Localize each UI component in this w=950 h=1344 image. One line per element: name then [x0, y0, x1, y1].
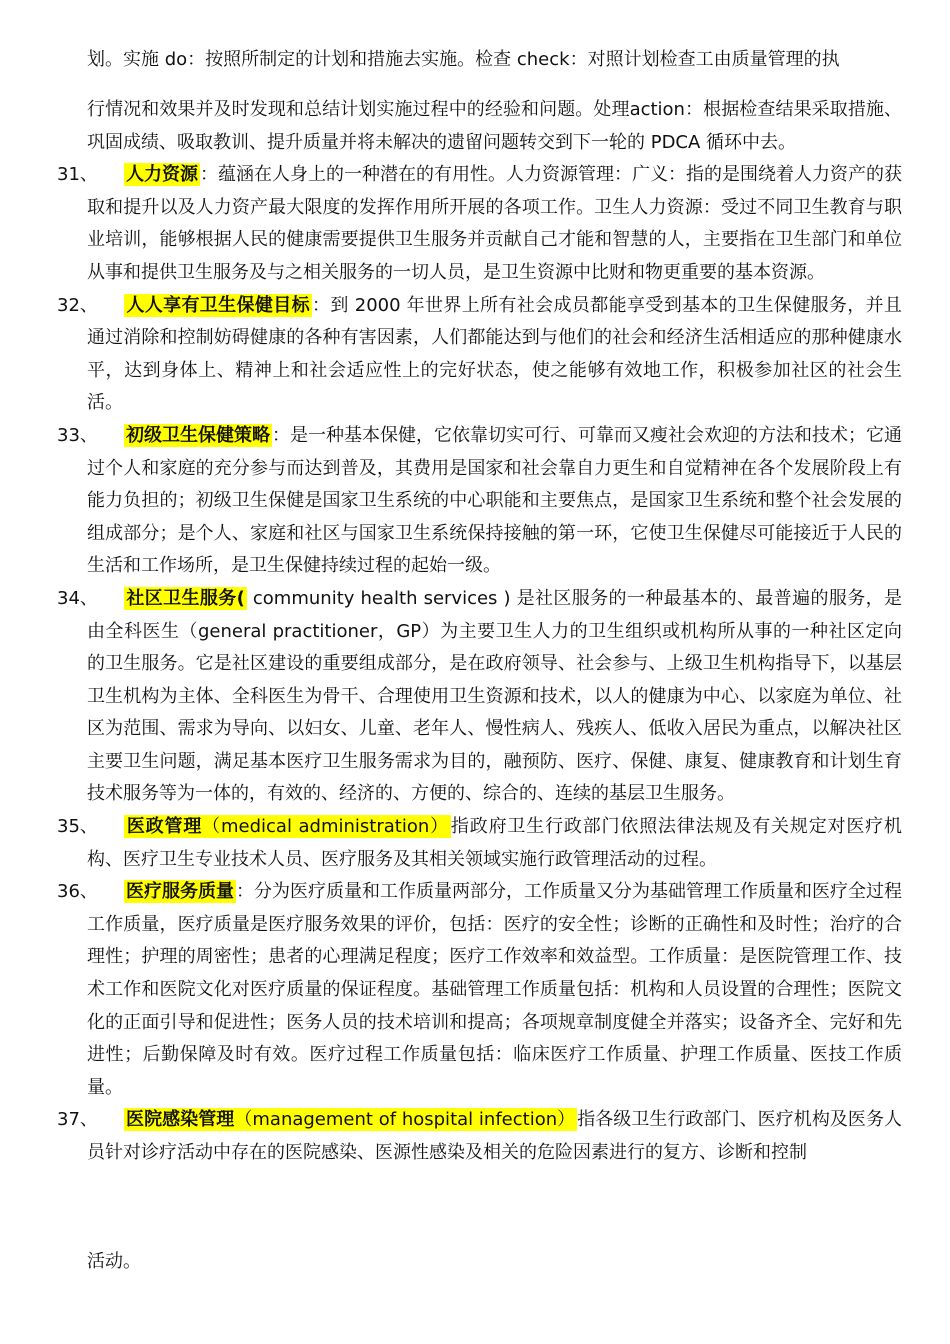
entry-text: 指各级卫生行政部门、医疗机构及医务人员针对诊疗活动中存在的医院感染、医源性感染及相关的危险因素进行的复方、诊断和控制: [87, 1109, 903, 1163]
entry-34: [57, 583, 902, 811]
entry-text: ：到 2000 年世界上所有社会成员都能享受到基本的卫生保健服务，并且通过消除和控制妨碍健康的各种有害因素，人们都能达到与他们的社会和经济生活相适应的那种健康水平，达到身体上、精神上和社会适应性上的完好状态，使之能够有效地工作，积极参加社区的社会生活。: [87, 294, 903, 414]
highlighted-term: 医疗服务质量: [126, 881, 234, 903]
bottom-cutoff-line: 活动。: [87, 1251, 141, 1272]
term-english: （medical administration）: [202, 816, 449, 838]
highlighted-term: 医政管理（medical administration）: [126, 816, 449, 838]
highlighted-term: 社区卫生服务(: [126, 587, 245, 609]
entry-36: [57, 876, 902, 1104]
entry-text: ：分为医疗质量和工作质量两部分，工作质量又分为基础管理工作质量和医疗全过程工作质量，医疗质量是医疗服务效果的评价，包括：医疗的安全性；诊断的正确性和及时性；治疗的合理性；护理的周密性；患者的心理满足程度；医疗工作效率和效益型。工作质量：是医院管理工作、技术工作和医院文化对医疗质量的保证程度。基础管理工作质量包括：机构和人员设置的合理性；医院文化的正面引导和促进性；医务人员的技术培训和提高；各项规章制度健全并落实；设备齐全、完好和先进性；后勤保障及时有效。医疗过程工作质量包括：临床医疗工作质量、护理工作质量、医技工作质量。: [87, 881, 902, 1098]
document-body: [57, 94, 903, 1170]
highlighted-term: 人人享有卫生保健目标: [126, 294, 310, 316]
entry-37: [57, 1104, 903, 1169]
highlighted-term: 医院感染管理（management of hospital infection）: [126, 1109, 576, 1131]
entry-number: 32、: [57, 294, 98, 316]
entry-number: 31、: [57, 164, 98, 186]
term-english: （management of hospital infection）: [234, 1109, 576, 1131]
entry-number: 34、: [57, 587, 98, 609]
entry-number: 37、: [57, 1109, 98, 1131]
entry-text: community health services ) 是社区服务的一种最基本的、最普遍的服务，是由全科医生（general practitioner，GP）为主要卫生人力的卫生组织或机构所从事的一种社区定向的卫生服务。它是社区建设的重要组成部分，是在政府领导、社会参与、上级卫生机构指导下，以基层卫生机构为主体、全科医生为骨干、合理使用卫生资源和技术，以人的健康为中心、以家庭为单位、社区为范围、需求为导向、以妇女、儿童、老年人、慢性病人、残疾人、低收入居民为重点，以解决社区主要卫生问题，满足基本医疗卫生服务需求为目的，融预防、医疗、保健、康复、健康教育和计划生育技术服务等为一体的，有效的、经济的、方便的、综合的、连续的基层卫生服务。: [87, 587, 902, 805]
highlighted-term: 人力资源: [126, 164, 198, 186]
highlighted-term: 初级卫生保健策略: [126, 424, 270, 446]
top-cutoff-line: 划。实施 do：按照所制定的计划和措施去实施。检查 check：对照计划检查工由质量管理的执: [87, 49, 840, 70]
entry-35: [57, 811, 903, 876]
entry-33: [57, 420, 902, 583]
entry-number: 35、: [57, 816, 98, 838]
entry-text: ：是一种基本保健，它依靠切实可行、可靠而又瘦社会欢迎的方法和技术；它通过个人和家庭的充分参与而达到普及，其费用是国家和社会靠自力更生和自觉精神在各个发展阶段上有能力负担的；初级卫生保健是国家卫生系统的中心职能和主要焦点，是国家卫生系统和整个社会发展的组成部分；是个人、家庭和社区与国家卫生系统保持接触的第一环，它使卫生保健尽可能接近于人民的生活和工作场所，是卫生保健持续过程的起始一级。: [87, 424, 902, 577]
entry-31: [57, 159, 902, 289]
pdca-continuation: 行情况和效果并及时发现和总结计划实施过程中的经验和问题。处理action：根据检查结果采取措施、巩固成绩、吸取教训、提升质量并将未解决的遗留问题转交到下一轮的 PDCA 循环中去。: [87, 99, 902, 153]
entry-number: 33、: [57, 424, 98, 446]
entry-32: [57, 290, 903, 420]
entry-text: ：蕴涵在人身上的一种潜在的有用性。人力资源管理：广义：指的是围绕着人力资产的获取和提升以及人力资产最大限度的发挥作用所开展的各项工作。卫生人力资源：受过不同卫生教育与职业培训，能够根据人民的健康需要提供卫生服务并贡献自己才能和智慧的人，主要指在卫生部门和单位从事和提供卫生服务及与之相关服务的一切人员，是卫生资源中比财和物更重要的基本资源。: [87, 164, 902, 283]
entry-number: 36、: [57, 881, 98, 903]
entry-text: 指政府卫生行政部门依照法律法规及有关规定对医疗机构、医疗卫生专业技术人员、医疗服务及其相关领域实施行政管理活动的过程。: [87, 816, 903, 870]
